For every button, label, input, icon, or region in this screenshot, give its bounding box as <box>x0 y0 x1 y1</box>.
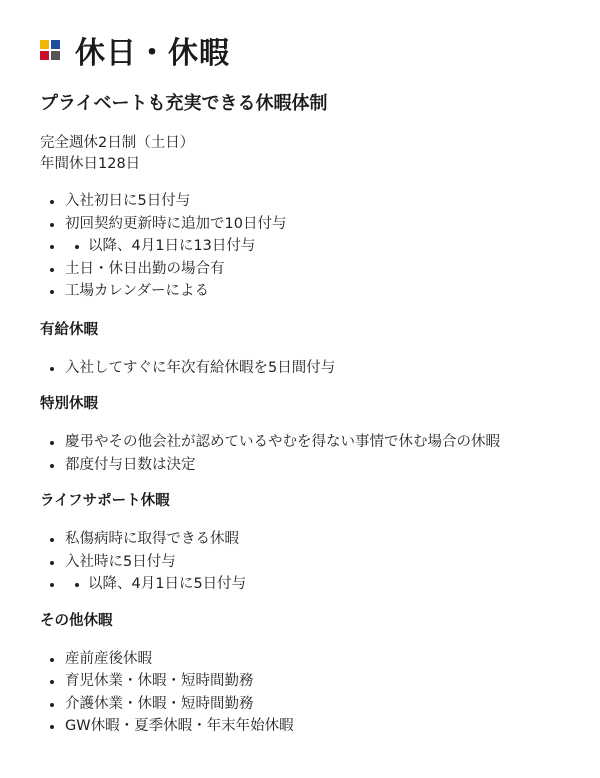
life-support-list <box>40 528 580 596</box>
page-content <box>40 28 580 738</box>
section-heading-special-leave: 特別休暇 <box>40 396 98 412</box>
section-heading-life-support-leave: ライフサポート休暇 <box>40 493 170 509</box>
logo-square-2 <box>51 40 60 49</box>
logo-icon <box>40 40 60 60</box>
page-title: 休日・休暇 <box>75 36 230 71</box>
sub-list <box>65 573 580 596</box>
list-item: 私傷病時に取得できる休暇 <box>40 528 580 551</box>
paid-leave-list <box>40 357 580 380</box>
main-list <box>40 190 580 303</box>
sub-list-item: 以降、4月1日に5日付与 <box>65 573 580 596</box>
list-item: 土日・休日出勤の場合有 <box>40 258 580 281</box>
list-item: 工場カレンダーによる <box>40 280 580 303</box>
list-item: 入社時に5日付与 <box>40 551 580 574</box>
list-item: 入社初日に5日付与 <box>40 190 580 213</box>
holiday-summary <box>40 133 580 175</box>
other-leave-list <box>40 648 580 738</box>
section-heading-paid-leave: 有給休暇 <box>40 321 98 338</box>
list-item: 都度付与日数は決定 <box>40 454 580 477</box>
logo-square-4 <box>51 51 60 60</box>
list-item: 入社してすぐに年次有給休暇を5日間付与 <box>40 357 580 380</box>
list-item: GW休暇・夏季休暇・年末年始休暇 <box>40 715 580 738</box>
subtitle: プライベートも充実できる休暇体制 <box>40 93 328 114</box>
list-item: 育児休業・休暇・短時間勤務 <box>40 670 580 693</box>
list-item: 介護休業・休暇・短時間勤務 <box>40 693 580 716</box>
list-item: 産前産後休暇 <box>40 648 580 671</box>
logo-square-3 <box>40 51 49 60</box>
list-item: 初回契約更新時に追加で10日付与 <box>40 213 580 236</box>
special-leave-list <box>40 431 580 476</box>
nested-list-container <box>40 235 580 258</box>
list-item: 慶弔やその他会社が認めているやむを得ない事情で休む場合の休暇 <box>40 431 580 454</box>
logo-square-1 <box>40 40 49 49</box>
summary-line: 完全週休2日制（土日） <box>40 135 195 151</box>
summary-line: 年間休日128日 <box>40 156 141 172</box>
sub-list-item: 以降、4月1日に13日付与 <box>65 235 580 258</box>
section-heading-other-leave: その他休暇 <box>40 612 113 629</box>
sub-list <box>65 235 580 258</box>
title-row <box>40 28 580 72</box>
nested-list-container <box>40 573 580 596</box>
